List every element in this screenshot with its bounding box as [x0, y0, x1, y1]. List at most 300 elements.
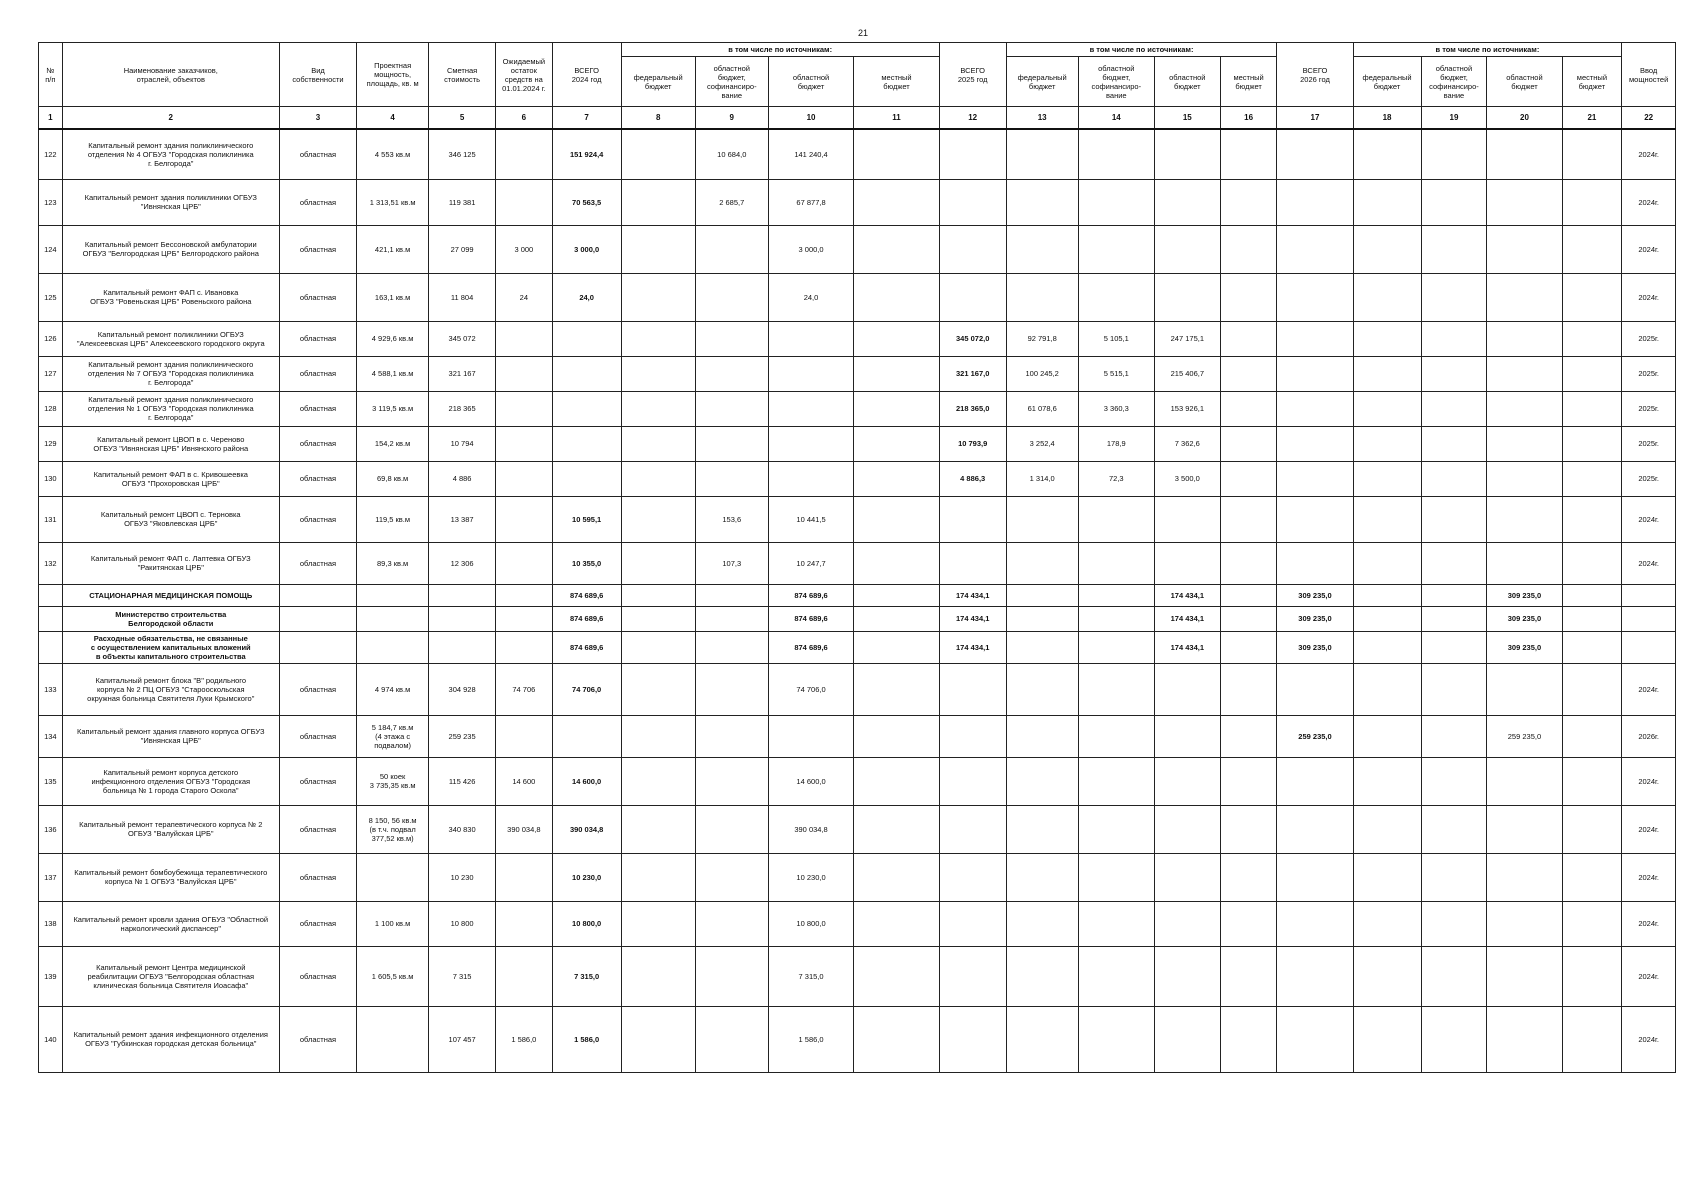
column-number: 2 [62, 107, 279, 130]
object-name-cell: Капитальный ремонт здания поликлинического отделения № 7 ОГБУЗ "Городская поликлиника г. Белгорода" [62, 356, 279, 391]
column-number: 7 [552, 107, 621, 130]
table-cell [1421, 901, 1487, 946]
table-cell [939, 805, 1006, 853]
table-cell [1421, 631, 1487, 663]
table-cell: областная [279, 946, 356, 1006]
table-cell [1220, 1006, 1277, 1072]
table-cell [496, 179, 553, 225]
table-cell [1006, 606, 1078, 631]
row-number-cell: 128 [39, 391, 63, 426]
table-cell [1353, 606, 1421, 631]
table-cell [1154, 946, 1220, 1006]
table-cell [1078, 179, 1154, 225]
table-cell [1421, 321, 1487, 356]
header-regional-2026: областной бюджет [1487, 57, 1562, 107]
table-cell [1006, 631, 1078, 663]
table-cell: 1 100 кв.м [357, 901, 429, 946]
table-cell [695, 1006, 768, 1072]
table-cell [854, 1006, 939, 1072]
table-cell [429, 631, 496, 663]
column-number: 12 [939, 107, 1006, 130]
table-cell [1078, 606, 1154, 631]
header-regional-cofin-2026: областной бюджет, софинансиро- вание [1421, 57, 1487, 107]
table-cell: 24,0 [768, 273, 853, 321]
table-cell [1078, 805, 1154, 853]
table-row [39, 273, 1676, 321]
table-cell [1220, 356, 1277, 391]
table-cell: 4 886,3 [939, 461, 1006, 496]
table-cell [621, 273, 695, 321]
row-number-cell: 138 [39, 901, 63, 946]
table-cell [496, 391, 553, 426]
table-cell [496, 542, 553, 584]
table-cell [621, 606, 695, 631]
table-cell [1562, 584, 1622, 606]
table-cell [939, 901, 1006, 946]
table-cell [1487, 663, 1562, 715]
row-number-cell: 127 [39, 356, 63, 391]
table-cell: 5 105,1 [1078, 321, 1154, 356]
table-cell [1277, 225, 1353, 273]
table-cell: 874 689,6 [768, 631, 853, 663]
header-federal-2025: федеральный бюджет [1006, 57, 1078, 107]
table-cell: 10 794 [429, 426, 496, 461]
row-number-cell [39, 584, 63, 606]
object-name-cell: Министерство строительства Белгородской области [62, 606, 279, 631]
table-cell: 5 184,7 кв.м (4 этажа с подвалом) [357, 715, 429, 757]
table-cell [939, 757, 1006, 805]
table-cell [1006, 496, 1078, 542]
table-cell [1562, 606, 1622, 631]
row-number-cell: 140 [39, 1006, 63, 1072]
table-cell [1487, 853, 1562, 901]
table-cell [1353, 391, 1421, 426]
row-number-cell [39, 606, 63, 631]
table-cell [1421, 757, 1487, 805]
column-number: 1 [39, 107, 63, 130]
table-cell [1487, 805, 1562, 853]
table-cell [496, 496, 553, 542]
table-cell [357, 606, 429, 631]
table-cell: 1 586,0 [768, 1006, 853, 1072]
table-cell: областная [279, 225, 356, 273]
column-number: 20 [1487, 107, 1562, 130]
table-cell [552, 321, 621, 356]
table-cell [1562, 853, 1622, 901]
header-sources-2025: в том числе по источникам: [1006, 43, 1277, 57]
table-cell [1277, 321, 1353, 356]
table-cell [695, 853, 768, 901]
table-cell: 2024г. [1622, 542, 1676, 584]
table-cell [854, 805, 939, 853]
table-row [39, 496, 1676, 542]
object-name-cell: Капитальный ремонт здания главного корпуса ОГБУЗ "Ивнянская ЦРБ" [62, 715, 279, 757]
table-cell [552, 391, 621, 426]
table-cell: 2024г. [1622, 805, 1676, 853]
table-cell [1487, 461, 1562, 496]
row-number-cell: 126 [39, 321, 63, 356]
table-cell [1078, 1006, 1154, 1072]
table-cell: 14 600,0 [768, 757, 853, 805]
table-cell: 92 791,8 [1006, 321, 1078, 356]
table-cell: 10 247,7 [768, 542, 853, 584]
row-number-cell: 129 [39, 426, 63, 461]
table-cell [621, 853, 695, 901]
table-cell [1562, 757, 1622, 805]
table-cell [1487, 225, 1562, 273]
table-cell [1487, 542, 1562, 584]
table-cell: 215 406,7 [1154, 356, 1220, 391]
table-cell: 247 175,1 [1154, 321, 1220, 356]
column-number: 11 [854, 107, 939, 130]
table-cell [854, 715, 939, 757]
table-cell: областная [279, 461, 356, 496]
table-cell: 174 434,1 [1154, 631, 1220, 663]
table-cell [1353, 179, 1421, 225]
table-cell [1006, 542, 1078, 584]
table-cell [1277, 853, 1353, 901]
table-cell [1421, 461, 1487, 496]
table-cell [1421, 273, 1487, 321]
table-cell [939, 179, 1006, 225]
table-cell [1220, 426, 1277, 461]
table-cell: 874 689,6 [552, 584, 621, 606]
table-cell [1487, 273, 1562, 321]
table-cell [552, 426, 621, 461]
table-cell [1277, 805, 1353, 853]
table-cell [939, 715, 1006, 757]
table-cell [621, 391, 695, 426]
header-regional-2025: областной бюджет [1154, 57, 1220, 107]
table-cell: 141 240,4 [768, 129, 853, 179]
table-cell [854, 321, 939, 356]
table-cell: 390 034,8 [496, 805, 553, 853]
table-cell [496, 631, 553, 663]
table-cell: 2025г. [1622, 391, 1676, 426]
table-cell [695, 356, 768, 391]
table-cell [279, 584, 356, 606]
table-cell [1220, 946, 1277, 1006]
object-name-cell: Капитальный ремонт Бессоновской амбулатории ОГБУЗ "Белгородская ЦРБ" Белгородского района [62, 225, 279, 273]
table-cell [1078, 663, 1154, 715]
row-number-cell: 139 [39, 946, 63, 1006]
table-cell: 174 434,1 [1154, 584, 1220, 606]
header-num: № п/п [39, 43, 63, 107]
table-cell: 151 924,4 [552, 129, 621, 179]
table-cell [621, 179, 695, 225]
table-cell: 390 034,8 [768, 805, 853, 853]
table-cell [1006, 946, 1078, 1006]
table-cell: 874 689,6 [768, 606, 853, 631]
table-cell [1277, 426, 1353, 461]
table-cell: 27 099 [429, 225, 496, 273]
table-cell: 115 426 [429, 757, 496, 805]
table-cell: 346 125 [429, 129, 496, 179]
table-cell [1078, 901, 1154, 946]
table-cell [1353, 663, 1421, 715]
table-cell: 1 586,0 [496, 1006, 553, 1072]
table-cell: 153,6 [695, 496, 768, 542]
table-cell [496, 461, 553, 496]
table-cell: областная [279, 715, 356, 757]
table-cell: 119,5 кв.м [357, 496, 429, 542]
column-number: 3 [279, 107, 356, 130]
table-cell [854, 901, 939, 946]
header-local-2024: местный бюджет [854, 57, 939, 107]
table-cell: 74 706,0 [768, 663, 853, 715]
table-cell [1487, 1006, 1562, 1072]
table-cell [1421, 805, 1487, 853]
table-cell [939, 1006, 1006, 1072]
table-cell [1487, 426, 1562, 461]
table-cell [854, 129, 939, 179]
table-cell [1078, 757, 1154, 805]
table-cell [768, 321, 853, 356]
summary-row [39, 584, 1676, 606]
table-cell [695, 426, 768, 461]
table-cell: 107 457 [429, 1006, 496, 1072]
table-cell [695, 225, 768, 273]
table-cell [1562, 129, 1622, 179]
table-cell [496, 715, 553, 757]
table-cell [1154, 225, 1220, 273]
table-cell [1220, 461, 1277, 496]
column-number: 19 [1421, 107, 1487, 130]
table-cell [768, 426, 853, 461]
table-cell [768, 391, 853, 426]
table-cell [1353, 946, 1421, 1006]
table-cell: областная [279, 179, 356, 225]
object-name-cell: СТАЦИОНАРНАЯ МЕДИЦИНСКАЯ ПОМОЩЬ [62, 584, 279, 606]
table-cell [695, 461, 768, 496]
object-name-cell: Капитальный ремонт ЦВОП в с. Череново ОГБУЗ "Ивнянская ЦРБ" Ивнянского района [62, 426, 279, 461]
row-number-cell: 130 [39, 461, 63, 496]
table-cell: областная [279, 1006, 356, 1072]
row-number-cell: 125 [39, 273, 63, 321]
table-cell [1006, 1006, 1078, 1072]
table-cell [1421, 179, 1487, 225]
column-number: 9 [695, 107, 768, 130]
table-cell [854, 542, 939, 584]
table-cell: 218 365,0 [939, 391, 1006, 426]
table-cell: 2024г. [1622, 946, 1676, 1006]
table-cell: 3 360,3 [1078, 391, 1154, 426]
table-cell [854, 461, 939, 496]
column-number: 14 [1078, 107, 1154, 130]
column-number: 22 [1622, 107, 1676, 130]
table-cell [1154, 901, 1220, 946]
table-cell [496, 426, 553, 461]
table-cell [552, 461, 621, 496]
table-cell: 874 689,6 [768, 584, 853, 606]
table-cell [1487, 496, 1562, 542]
table-cell [1220, 496, 1277, 542]
table-cell: 2024г. [1622, 273, 1676, 321]
table-cell [496, 356, 553, 391]
table-cell [1353, 542, 1421, 584]
table-cell [552, 715, 621, 757]
table-cell: 7 315,0 [768, 946, 853, 1006]
table-cell: 2024г. [1622, 129, 1676, 179]
table-cell [939, 129, 1006, 179]
table-cell [854, 426, 939, 461]
page-number: 21 [858, 28, 869, 38]
table-cell [1562, 946, 1622, 1006]
table-cell [1154, 542, 1220, 584]
table-cell [768, 461, 853, 496]
table-cell [1154, 1006, 1220, 1072]
table-cell [1562, 273, 1622, 321]
object-name-cell: Расходные обязательства, не связанные с осуществлением капитальных вложений в объекты капитального строительства [62, 631, 279, 663]
table-cell: 259 235,0 [1277, 715, 1353, 757]
table-cell [695, 321, 768, 356]
table-cell [621, 1006, 695, 1072]
table-cell: 10 595,1 [552, 496, 621, 542]
table-cell: 74 706 [496, 663, 553, 715]
table-cell [496, 129, 553, 179]
table-cell [1220, 179, 1277, 225]
object-name-cell: Капитальный ремонт ФАП в с. Кривошеевка ОГБУЗ "Прохоровская ЦРБ" [62, 461, 279, 496]
table-cell [1277, 391, 1353, 426]
table-cell: 119 381 [429, 179, 496, 225]
table-cell [1154, 179, 1220, 225]
table-cell: 1 605,5 кв.м [357, 946, 429, 1006]
table-cell [1353, 321, 1421, 356]
table-cell [621, 631, 695, 663]
table-cell: 100 245,2 [1006, 356, 1078, 391]
table-cell: 24 [496, 273, 553, 321]
table-cell: 7 362,6 [1154, 426, 1220, 461]
table-cell [1562, 542, 1622, 584]
table-cell: 874 689,6 [552, 606, 621, 631]
table-row [39, 426, 1676, 461]
table-cell [1154, 757, 1220, 805]
column-number: 13 [1006, 107, 1078, 130]
table-cell: областная [279, 273, 356, 321]
table-cell: 2024г. [1622, 1006, 1676, 1072]
table-row [39, 715, 1676, 757]
table-cell: 4 886 [429, 461, 496, 496]
table-cell [1277, 946, 1353, 1006]
table-cell [1622, 606, 1676, 631]
row-number-cell: 134 [39, 715, 63, 757]
table-cell [1006, 129, 1078, 179]
table-cell [357, 631, 429, 663]
table-cell [357, 853, 429, 901]
table-cell [1006, 901, 1078, 946]
table-cell: 174 434,1 [939, 584, 1006, 606]
table-cell: 2025г. [1622, 321, 1676, 356]
table-cell: областная [279, 426, 356, 461]
table-cell: 12 306 [429, 542, 496, 584]
table-cell [1622, 584, 1676, 606]
object-name-cell: Капитальный ремонт здания инфекционного отделения ОГБУЗ "Губкинская городская детская больница" [62, 1006, 279, 1072]
table-cell [621, 129, 695, 179]
table-row [39, 225, 1676, 273]
table-cell [1487, 391, 1562, 426]
table-cell [1078, 715, 1154, 757]
table-cell [1562, 391, 1622, 426]
table-cell: 340 830 [429, 805, 496, 853]
table-cell [1421, 356, 1487, 391]
table-cell [279, 631, 356, 663]
table-cell: областная [279, 391, 356, 426]
table-cell [1562, 805, 1622, 853]
table-cell [1562, 901, 1622, 946]
table-cell [854, 179, 939, 225]
table-cell: 304 928 [429, 663, 496, 715]
object-name-cell: Капитальный ремонт ЦВОП с. Терновка ОГБУЗ "Яковлевская ЦРБ" [62, 496, 279, 542]
table-cell [496, 946, 553, 1006]
table-cell: 10 800 [429, 901, 496, 946]
table-cell: 5 515,1 [1078, 356, 1154, 391]
table-cell [1487, 321, 1562, 356]
table-cell [854, 225, 939, 273]
table-cell [1487, 901, 1562, 946]
table-cell [621, 225, 695, 273]
table-cell [1353, 496, 1421, 542]
table-cell [854, 496, 939, 542]
header-local-2025: местный бюджет [1220, 57, 1277, 107]
table-row [39, 853, 1676, 901]
table-cell: 163,1 кв.м [357, 273, 429, 321]
column-number: 17 [1277, 107, 1353, 130]
table-cell [1562, 426, 1622, 461]
table-cell [695, 715, 768, 757]
table-cell [1353, 225, 1421, 273]
header-federal-2026: федеральный бюджет [1353, 57, 1421, 107]
table-cell [854, 946, 939, 1006]
table-cell [621, 805, 695, 853]
table-cell [1154, 715, 1220, 757]
table-cell [1220, 542, 1277, 584]
table-cell [1078, 496, 1154, 542]
table-cell: 11 804 [429, 273, 496, 321]
table-cell [496, 584, 553, 606]
table-cell [695, 606, 768, 631]
table-cell [1078, 946, 1154, 1006]
column-number: 16 [1220, 107, 1277, 130]
table-cell [939, 853, 1006, 901]
object-name-cell: Капитальный ремонт кровли здания ОГБУЗ "Областной наркологический диспансер" [62, 901, 279, 946]
table-cell [1078, 584, 1154, 606]
table-cell: областная [279, 901, 356, 946]
header-total-2025: ВСЕГО 2025 год [939, 43, 1006, 107]
table-cell: 174 434,1 [1154, 606, 1220, 631]
table-cell [552, 356, 621, 391]
header-total-2024: ВСЕГО 2024 год [552, 43, 621, 107]
table-cell [1421, 496, 1487, 542]
table-cell [1006, 179, 1078, 225]
table-cell [1353, 757, 1421, 805]
table-cell [1421, 426, 1487, 461]
object-name-cell: Капитальный ремонт терапевтического корпуса № 2 ОГБУЗ "Валуйская ЦРБ" [62, 805, 279, 853]
row-number-cell: 123 [39, 179, 63, 225]
table-cell [1562, 631, 1622, 663]
table-cell: 69,8 кв.м [357, 461, 429, 496]
table-cell [1622, 631, 1676, 663]
table-cell: 309 235,0 [1487, 584, 1562, 606]
object-name-cell: Капитальный ремонт здания поликлиники ОГБУЗ "Ивнянская ЦРБ" [62, 179, 279, 225]
table-cell [1562, 496, 1622, 542]
table-cell [1421, 391, 1487, 426]
table-cell [1006, 273, 1078, 321]
table-cell [854, 273, 939, 321]
table-cell [939, 946, 1006, 1006]
table-cell [1353, 584, 1421, 606]
table-cell [1277, 757, 1353, 805]
table-cell [1277, 1006, 1353, 1072]
